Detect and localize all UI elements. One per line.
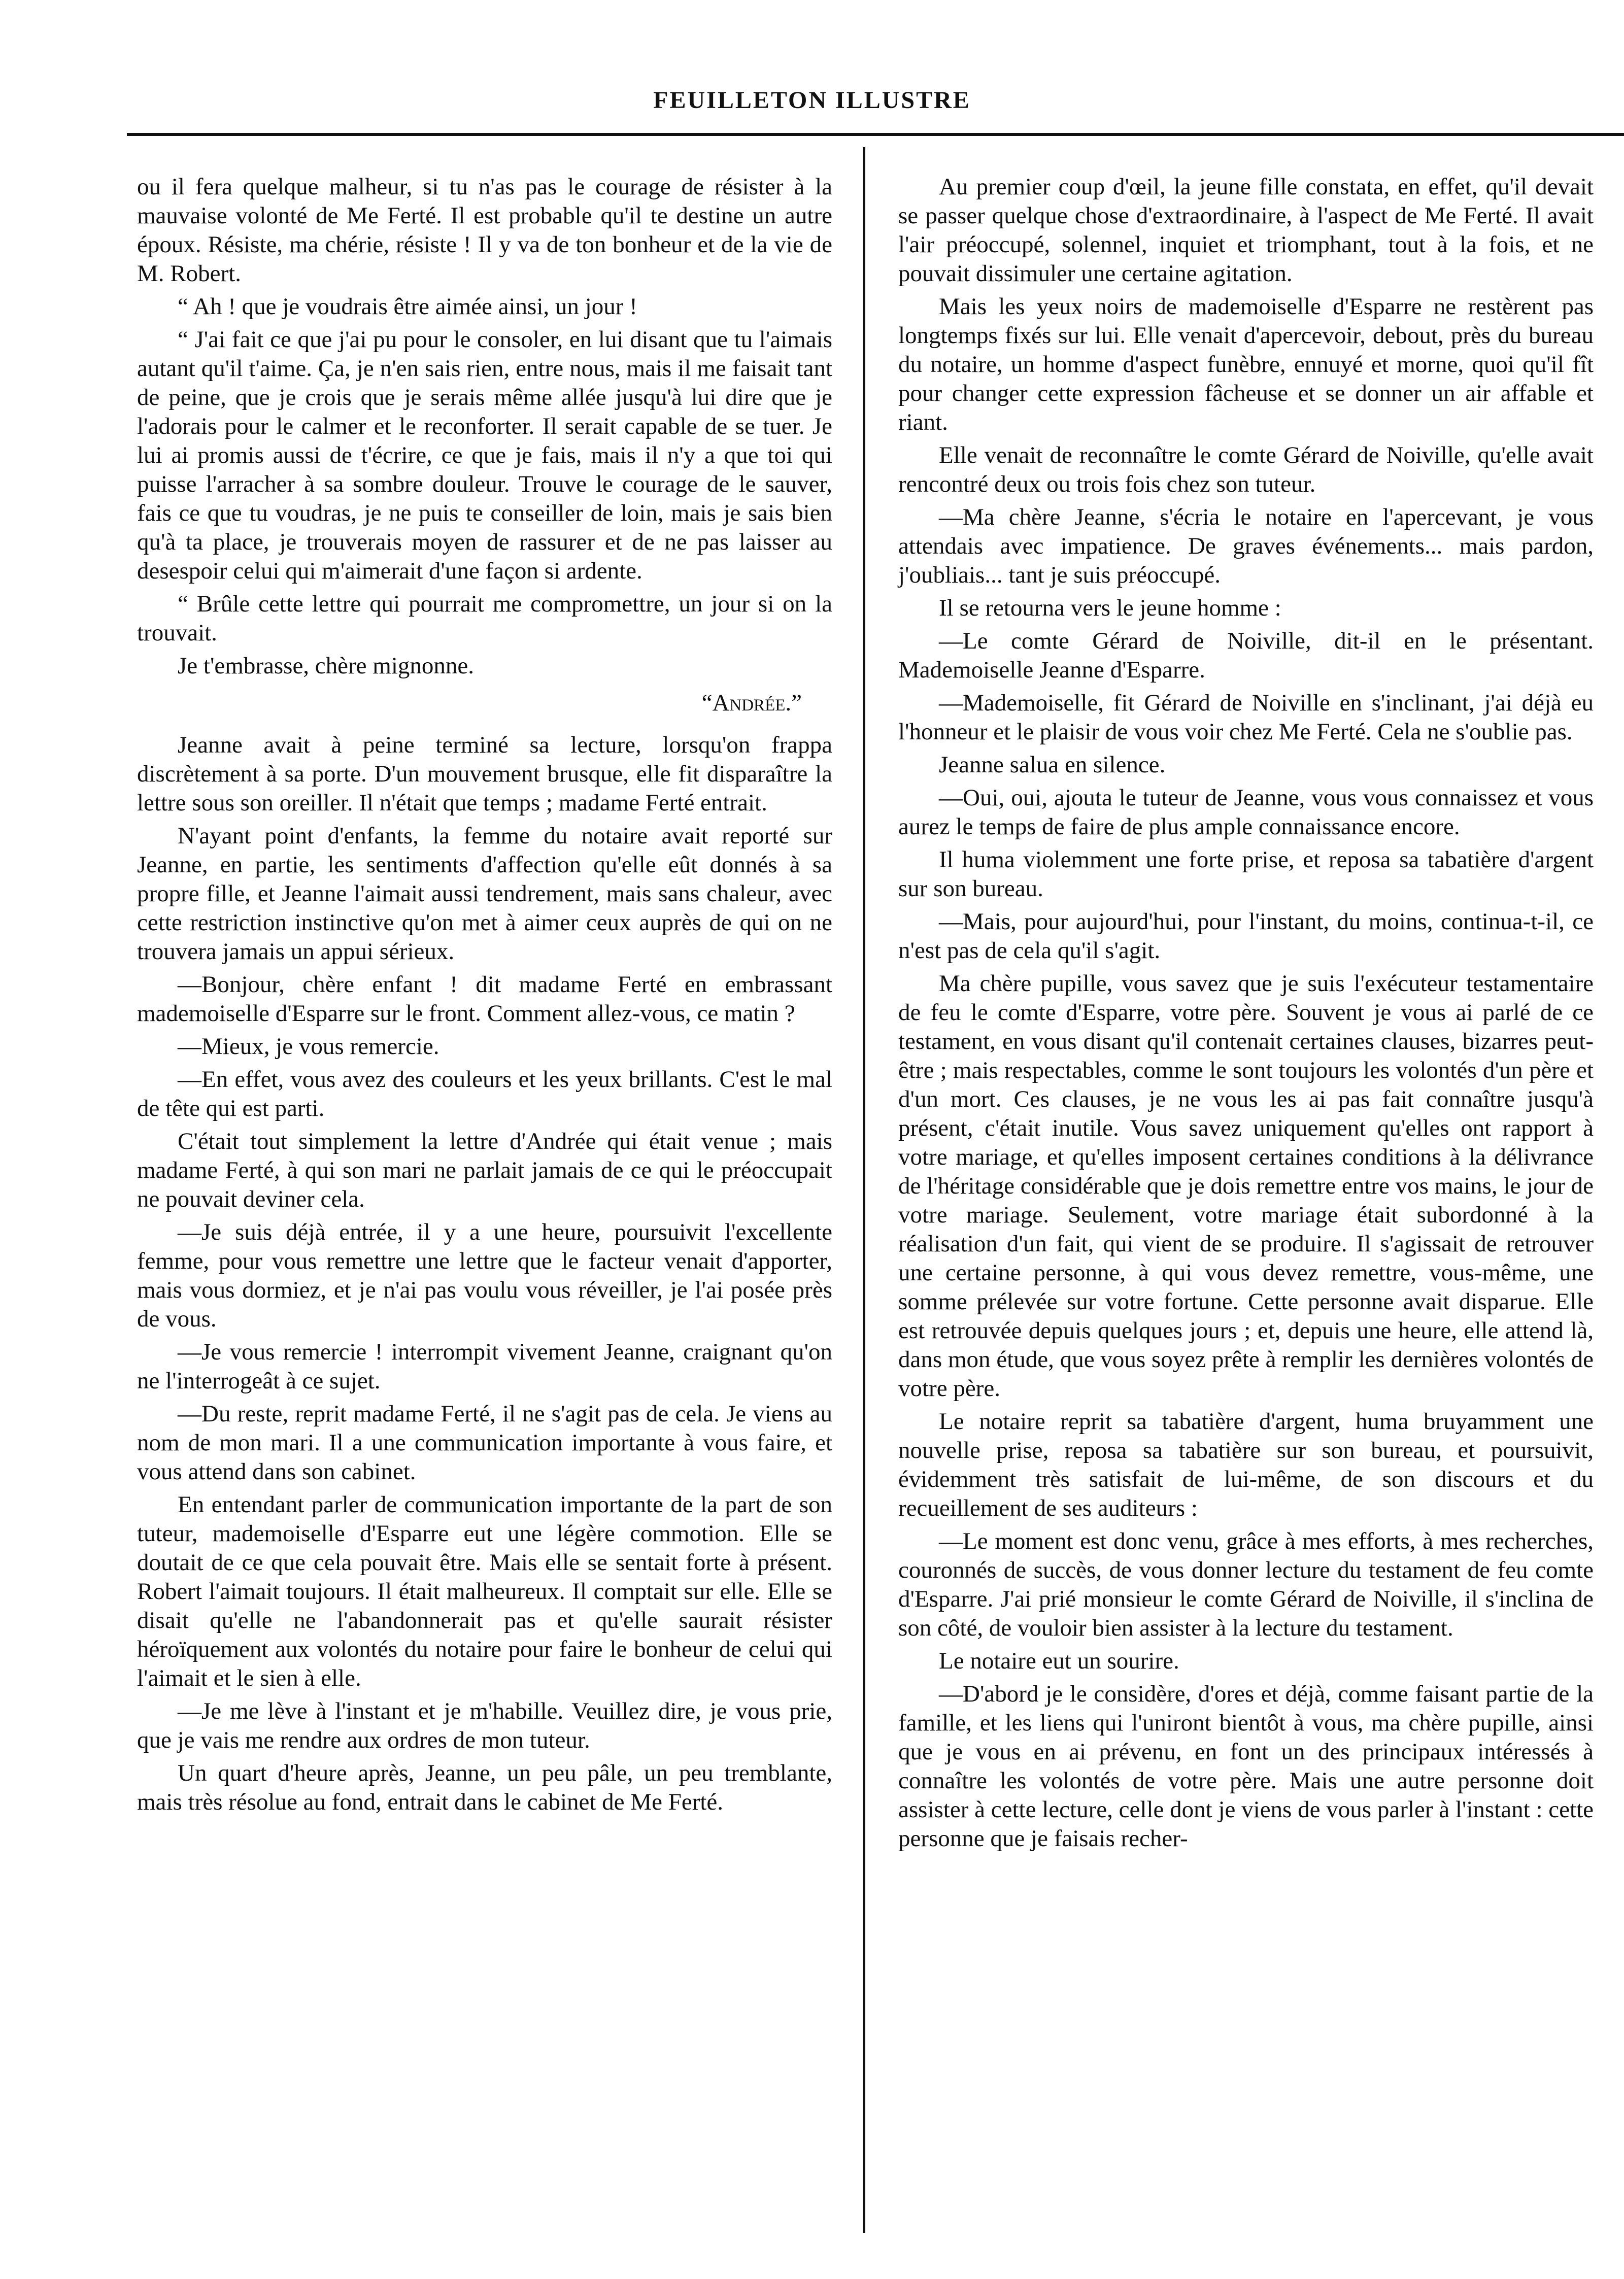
paragraph: Le notaire eut un sourire.: [939, 1648, 1179, 1674]
paragraph: “ Brûle cette lettre qui pourrait me compromettre, un jour si on la trouvait.: [137, 591, 832, 646]
paragraph: C'était tout simplement la lettre d'Andrée qui était venue ; mais madame Ferté, à qui son mari ne parlait jamais de ce qui le préoccupait ne pouvait deviner cela.: [137, 1128, 832, 1212]
paragraph: —Bonjour, chère enfant ! dit madame Ferté en embrassant mademoiselle d'Esparre sur le front. Comment allez-vous, ce matin ?: [137, 971, 832, 1027]
paragraph: Mais les yeux noirs de mademoiselle d'Esparre ne restèrent pas longtemps fixés sur lui. Elle venait d'apercevoir, debout, près du bureau du notaire, un homme d'aspect funèbre, ennuyé et morne, quoi qu'il fît pour changer cette expression fâcheuse et se donner un air affable et riant.: [898, 293, 1594, 435]
paragraph: —Le comte Gérard de Noiville, dit-il en le présentant. Mademoiselle Jeanne d'Esparre.: [898, 628, 1594, 683]
paragraph: Le notaire reprit sa tabatière d'argent, huma bruyamment une nouvelle prise, reposa sa tabatière sur son bureau, et poursuivit, évidemment très satisfait de lui-même, de son discours et du recueillement de ses auditeurs :: [898, 1408, 1594, 1521]
paragraph: Il huma violemment une forte prise, et reposa sa tabatière d'argent sur son bureau.: [898, 846, 1594, 902]
paragraph: Ma chère pupille, vous savez que je suis l'exécuteur testamentaire de feu le comte d'Esparre, votre père. Souvent je vous ai parlé de ce testament, en vous disant qu'il contenait certaines clauses, bizarres peut-être ; mais respectables, comme le sont toujours les volontés d'un père et d'un mort. Ces clauses, je ne vous les ai pas fait connaître jusqu'à présent, c'était inutile. Vous savez uniquement qu'elles ont rapport à votre mariage, et qu'elles imposent certaines conditions à la délivrance de l'héritage considérable que je dois remettre entre vos mains, le jour de votre mariage. Seulement, votre mariage était subordonné à la réalisation d'un fait, qui vient de se produire. Il s'agissait de retrouver une certaine personne, à qui vous devez remettre, vous-même, une somme prélevée sur votre fortune. Cette personne avait disparue. Elle est retrouvée depuis quelques jours ; et, depuis une heure, elle attend là, dans mon étude, que vous soyez prête à remplir les dernières volontés de votre père.: [898, 970, 1594, 1402]
paragraph: —Le moment est donc venu, grâce à mes efforts, à mes recherches, couronnés de succès, de vous donner lecture du testament de feu comte d'Esparre. J'ai prié monsieur le comte Gérard de Noiville, il s'inclina de son côté, de vouloir bien assister à la lecture du testament.: [898, 1528, 1594, 1641]
paragraph: —Oui, oui, ajouta le tuteur de Jeanne, vous vous connaissez et vous aurez le temps de faire de plus ample connaissance encore.: [898, 785, 1594, 840]
paragraph: Je t'embrasse, chère mignonne.: [178, 653, 475, 679]
paragraph: —En effet, vous avez des couleurs et les yeux brillants. C'est le mal de tête qui est parti.: [137, 1066, 832, 1121]
paragraph: Elle venait de reconnaître le comte Gérard de Noiville, qu'elle avait rencontré deux ou trois fois chez son tuteur.: [898, 442, 1594, 497]
paragraph: —Mademoiselle, fit Gérard de Noiville en s'inclinant, j'ai déjà eu l'honneur et le plaisir de vous voir chez Me Ferté. Cela ne s'oublie pas.: [898, 690, 1594, 745]
letter-signature: “Andrée.”: [701, 690, 802, 716]
paragraph: “ J'ai fait ce que j'ai pu pour le consoler, en lui disant que tu l'aimais autant qu'il t'aime. Ça, je n'en sais rien, entre nous, mais il me faisait tant de peine, que je crois que je serais même allée jusqu'à lui dire que je l'adorais pour le calmer et le reconforter. Il serait capable de se tuer. Je lui ai promis aussi de t'écrire, ce que je fais, mais il n'y a que toi qui puisse l'arracher à sa sombre douleur. Trouve le courage de le sauver, fais ce que tu voudras, je ne puis te conseiller de loin, mais je sais bien qu'à ta place, je trouverais moyen de rassurer et de ne pas laisser au desespoir celui qui m'aimerait d'une façon si ardente.: [137, 326, 832, 584]
running-header: FEUILLETON ILLUSTRE: [653, 87, 971, 114]
paragraph: —Je suis déjà entrée, il y a une heure, poursuivit l'excellente femme, pour vous remettre une lettre que le facteur venait d'apporter, mais vous dormiez, et je n'ai pas voulu vous réveiller, je l'ai posée près de vous.: [137, 1219, 832, 1332]
paragraph: N'ayant point d'enfants, la femme du notaire avait reporté sur Jeanne, en partie, les sentiments d'affection qu'elle eût donnés à sa propre fille, et Jeanne l'aimait aussi tendrement, mais sans chaleur, avec cette restriction instinctive qu'on met à aimer ceux auprès de qui on ne trouvera jamais un appui sérieux.: [137, 823, 832, 965]
paragraph: En entendant parler de communication importante de la part de son tuteur, mademoiselle d'Esparre eut une légère commotion. Elle se doutait de ce que cela pouvait être. Mais elle se sentait forte à présent. Robert l'aimait toujours. Il était malheureux. Il comptait sur elle. Elle se disait qu'elle ne l'abandonnerait pas et qu'elle saurait résister héroïquement aux volontés du notaire pour faire le bonheur de celui qui l'aimait et le sien à elle.: [137, 1491, 832, 1691]
left-column: [137, 173, 832, 1821]
paragraph: —Je vous remercie ! interrompit vivement Jeanne, craignant qu'on ne l'interrogeât à ce sujet.: [137, 1339, 832, 1394]
paragraph: —D'abord je le considère, d'ores et déjà, comme faisant partie de la famille, et les liens qui l'uniront bientôt à vous, ma chère pupille, ainsi que je vous en ai prévenu, en font un des principaux intéressés à connaître les volontés de votre père. Mais une autre personne doit assister à cette lecture, celle dont je viens de vous parler à l'instant : cette personne que je faisais recher-: [898, 1681, 1594, 1852]
paragraph: Au premier coup d'œil, la jeune fille constata, en effet, qu'il devait se passer quelque chose d'extraordinaire, à l'aspect de Me Ferté. Il avait l'air préoccupé, solennel, inquiet et triomphant, tout à la fois, et ne pouvait dissimuler une certaine agitation.: [898, 174, 1594, 287]
paragraph: —Mieux, je vous remercie.: [178, 1033, 439, 1060]
paragraph: —Ma chère Jeanne, s'écria le notaire en l'apercevant, je vous attendais avec impatience. De graves événements... mais pardon, j'oubliais... tant je suis préoccupé.: [898, 504, 1594, 588]
paragraph: ou il fera quelque malheur, si tu n'as pas le courage de résister à la mauvaise volonté de Me Ferté. Il est probable qu'il te destine un autre époux. Résiste, ma chérie, résiste ! Il y va de ton bonheur et de la vie de M. Robert.: [137, 174, 832, 287]
paragraph: Il se retourna vers le jeune homme :: [939, 595, 1281, 621]
paragraph: Jeanne salua en silence.: [939, 752, 1166, 778]
paragraph: Un quart d'heure après, Jeanne, un peu pâle, un peu tremblante, mais très résolue au fond, entrait dans le cabinet de Me Ferté.: [137, 1760, 832, 1815]
header-rule: [127, 133, 1624, 136]
paragraph: —Je me lève à l'instant et je m'habille. Veuillez dire, je vous prie, que je vais me rendre aux ordres de mon tuteur.: [137, 1698, 832, 1753]
right-column: [898, 173, 1594, 1857]
paragraph: “ Ah ! que je voudrais être aimée ainsi, un jour !: [178, 293, 637, 320]
paragraph: —Du reste, reprit madame Ferté, il ne s'agit pas de cela. Je viens au nom de mon mari. Il a une communication importante à vous faire, et vous attend dans son cabinet.: [137, 1401, 832, 1485]
paragraph: Jeanne avait à peine terminé sa lecture, lorsqu'on frappa discrètement à sa porte. D'un mouvement brusque, elle fit disparaître la lettre sous son oreiller. Il n'était que temps ; madame Ferté entrait.: [137, 732, 832, 816]
column-divider: [863, 147, 865, 2233]
paragraph: —Mais, pour aujourd'hui, pour l'instant, du moins, continua-t-il, ce n'est pas de cela qu'il s'agit.: [898, 908, 1594, 964]
